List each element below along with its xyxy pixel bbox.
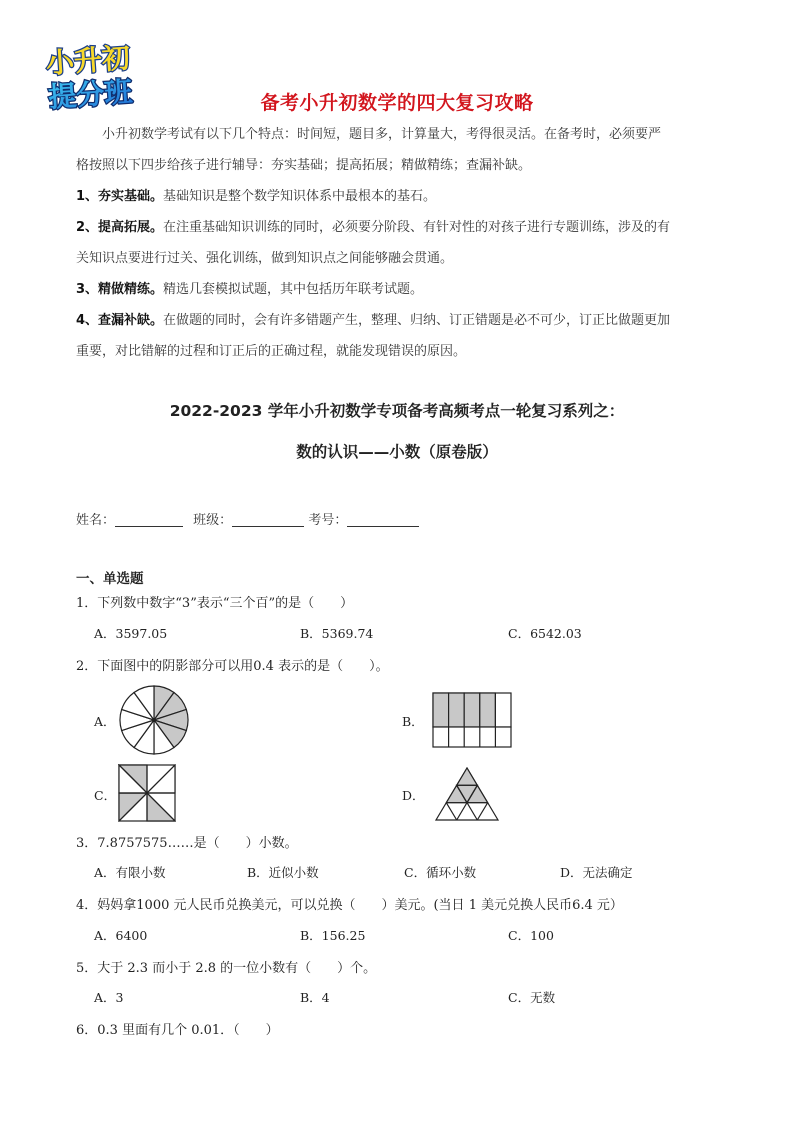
question-2-stem: 2．下面图中的阴影部分可以用0.4 表示的是（ ）。 xyxy=(76,659,389,674)
exam-title-line2: 数的认识——小数（原卷版） xyxy=(296,443,498,461)
q1-option-c: C．6542.03 xyxy=(508,626,582,641)
intro-line-1: 小升初数学考试有以下几个特点：时间短，题目多，计算量大，考得很灵活。在备考时，必须要严 xyxy=(102,127,662,142)
tip4-text-1: 在做题的同时，会有许多错题产生，整理、归纳、订正错题是必不可少，订正比做题更加 xyxy=(163,313,671,328)
tip2-text-1: 在注重基础知识训练的同时，必须要分阶段、有针对性的对孩子进行专题训练，涉及的有 xyxy=(163,220,671,235)
guide-intro xyxy=(76,119,718,367)
q4-option-c: C．100 xyxy=(508,928,554,943)
q4-option-b: B．156.25 xyxy=(300,928,366,943)
section-title: 一、单选题 xyxy=(76,571,144,587)
figure-b-grid xyxy=(432,692,512,748)
q3-option-b: B．近似小数 xyxy=(247,865,319,880)
question-4-stem: 4．妈妈拿1000 元人民币兑换美元，可以兑换（ ）美元。(当日 1 美元兑换人民币6.4 元） xyxy=(76,898,623,913)
guide-title: 备考小升初数学的四大复习攻略 xyxy=(260,92,534,114)
tip4-head: 4、查漏补缺。 xyxy=(76,313,164,328)
id-blank[interactable] xyxy=(347,512,419,527)
class-label: 班级： xyxy=(193,513,233,528)
q2-option-d: D． xyxy=(402,788,425,803)
q5-option-b: B．4 xyxy=(300,990,330,1005)
tip3-text: 精选几套模拟试题，其中包括历年联考试题。 xyxy=(163,282,424,297)
question-3-stem: 3．7.8757575……是（ ）小数。 xyxy=(76,836,298,851)
q5-option-a: A．3 xyxy=(94,990,124,1005)
q5-option-c: C．无数 xyxy=(508,990,556,1005)
tip3-head: 3、精做精练。 xyxy=(76,282,164,297)
tip1-head: 1、夯实基础。 xyxy=(76,189,164,204)
tip2-text-2: 关知识点要进行过关、强化训练，做到知识点之间能够融会贯通。 xyxy=(76,251,454,266)
question-5-stem: 5．大于 2.3 而小于 2.8 的一位小数有（ ）个。 xyxy=(76,961,377,976)
q2-option-a: A． xyxy=(94,714,116,729)
figure-a-circle xyxy=(118,684,190,756)
q1-option-b: B．5369.74 xyxy=(300,626,374,641)
logo-line2: 提分班 xyxy=(47,75,134,114)
intro-line-2: 格按照以下四步给孩子进行辅导：夯实基础；提高拓展；精做精练；查漏补缺。 xyxy=(76,158,532,173)
q2-option-c: C． xyxy=(94,788,117,803)
q3-option-d: D．无法确定 xyxy=(560,865,633,880)
q3-option-c: C．循环小数 xyxy=(404,865,477,880)
figure-c-square xyxy=(118,764,176,822)
student-info xyxy=(76,509,419,528)
q2-option-b: B． xyxy=(402,714,424,729)
question-1-stem: 1．下列数中数字“3”表示“三个百”的是（ ） xyxy=(76,596,354,611)
figure-d-triangle xyxy=(434,766,500,822)
exam-title-line1: 2022-2023 学年小升初数学专项备考高频考点一轮复习系列之： xyxy=(169,402,625,420)
class-blank[interactable] xyxy=(232,512,304,527)
q3-option-a: A．有限小数 xyxy=(94,865,166,880)
q4-option-a: A．6400 xyxy=(94,928,148,943)
tip4-text-2: 重要，对比错解的过程和订正后的正确过程，就能发现错误的原因。 xyxy=(76,344,467,359)
question-6-stem: 6．0.3 里面有几个 0.01．（ ） xyxy=(76,1023,279,1038)
tip1-text: 基础知识是整个数学知识体系中最根本的基石。 xyxy=(163,189,437,204)
tip2-head: 2、提高拓展。 xyxy=(76,220,164,235)
name-blank[interactable] xyxy=(115,512,183,527)
id-label: 考号： xyxy=(308,513,348,528)
logo-line1: 小升初 xyxy=(44,41,132,81)
name-label: 姓名： xyxy=(76,513,116,528)
q1-option-a: A．3597.05 xyxy=(94,626,168,641)
